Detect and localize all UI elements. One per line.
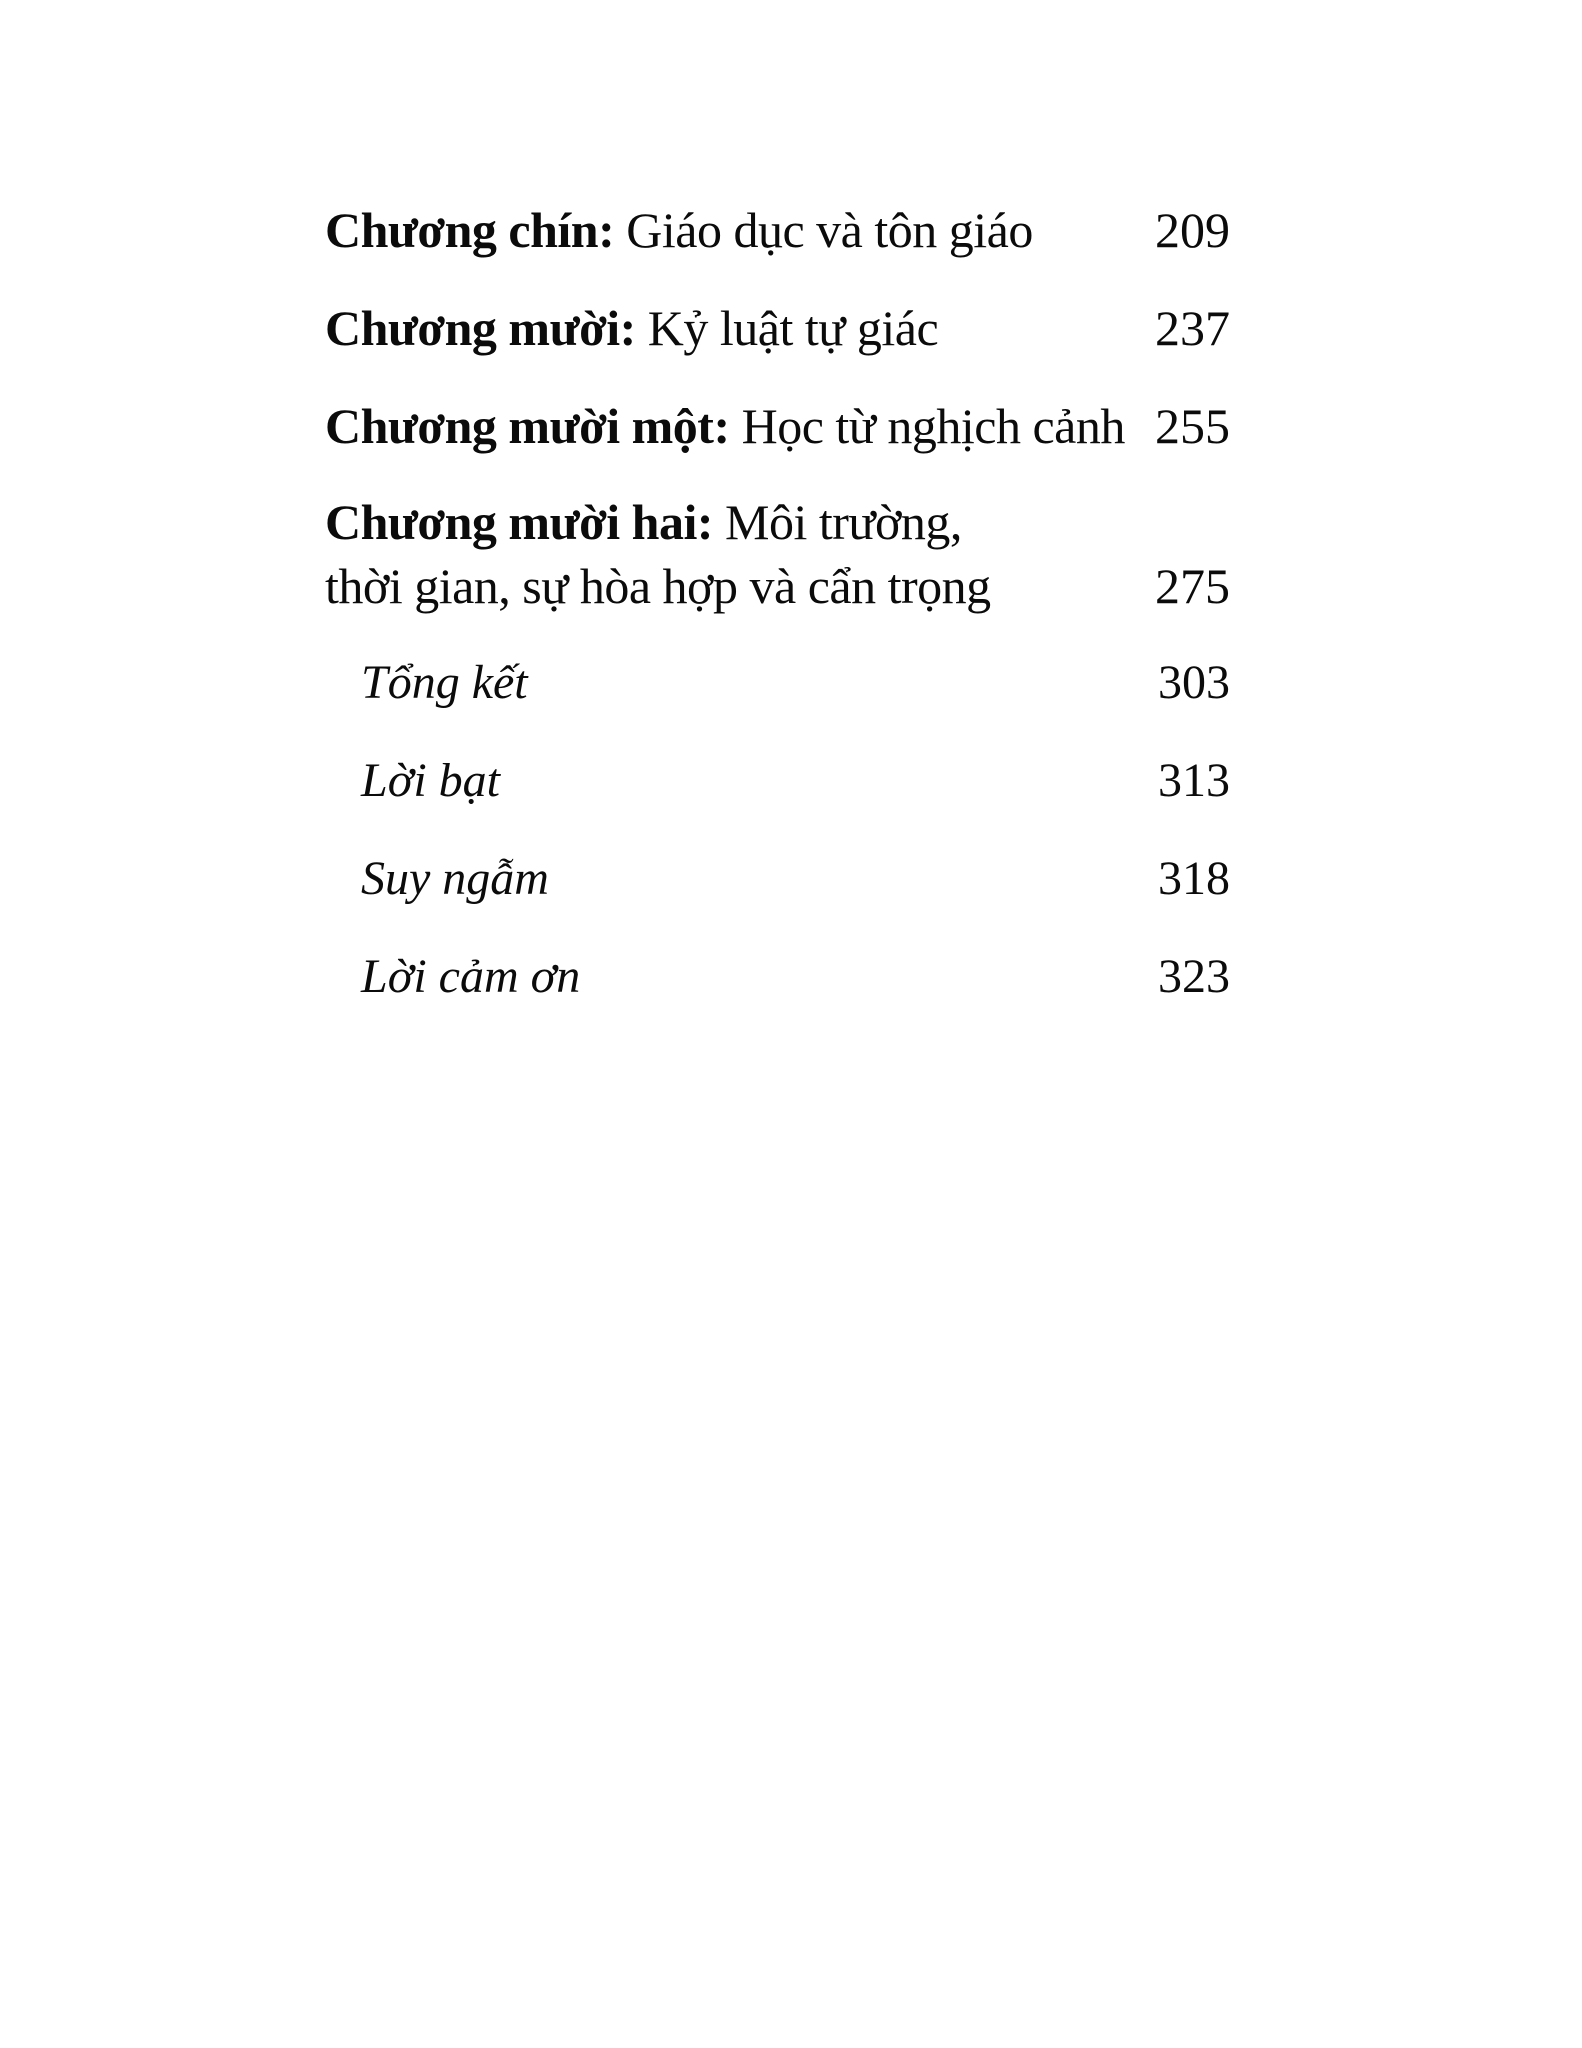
page-number: 209 <box>1155 202 1230 258</box>
chapter-title-continued: thời gian, sự hòa hợp và cẩn trọng <box>325 558 991 614</box>
page-number: 323 <box>1158 950 1230 1003</box>
page-number: 303 <box>1158 656 1230 709</box>
toc-entry-line-2 <box>325 554 1230 618</box>
chapter-label: Chương mười: <box>325 300 636 356</box>
toc-entry-epilogue <box>325 748 1230 814</box>
toc-entry-chapter-9 <box>325 196 1230 264</box>
table-of-contents <box>325 196 1230 1042</box>
chapter-label: Chương chín: <box>325 202 615 258</box>
section-title: Tổng kết <box>361 656 528 709</box>
chapter-title: Kỷ luật tự giác <box>647 300 939 356</box>
toc-entry-chapter-12 <box>325 490 1230 618</box>
page-number: 313 <box>1158 754 1230 807</box>
page-number: 275 <box>1155 558 1230 614</box>
toc-entry-chapter-11 <box>325 392 1230 460</box>
toc-entry-chapter-10 <box>325 294 1230 362</box>
page-number: 255 <box>1155 398 1230 454</box>
page-number: 318 <box>1158 852 1230 905</box>
toc-entry-acknowledgement <box>325 944 1230 1010</box>
section-title: Lời cảm ơn <box>361 950 581 1003</box>
section-title: Suy ngẫm <box>361 852 549 905</box>
page-number: 237 <box>1155 300 1230 356</box>
chapter-title: Môi trường, <box>725 494 962 550</box>
chapter-label: Chương mười hai: <box>325 494 713 550</box>
toc-entry-reflection <box>325 846 1230 912</box>
section-title: Lời bạt <box>361 754 500 807</box>
chapter-label: Chương mười một: <box>325 398 730 454</box>
chapter-title: Học từ nghịch cảnh <box>741 398 1125 454</box>
toc-entry-summary <box>325 650 1230 716</box>
chapter-title: Giáo dục và tôn giáo <box>626 202 1033 258</box>
toc-entry-line-1 <box>325 490 1230 554</box>
